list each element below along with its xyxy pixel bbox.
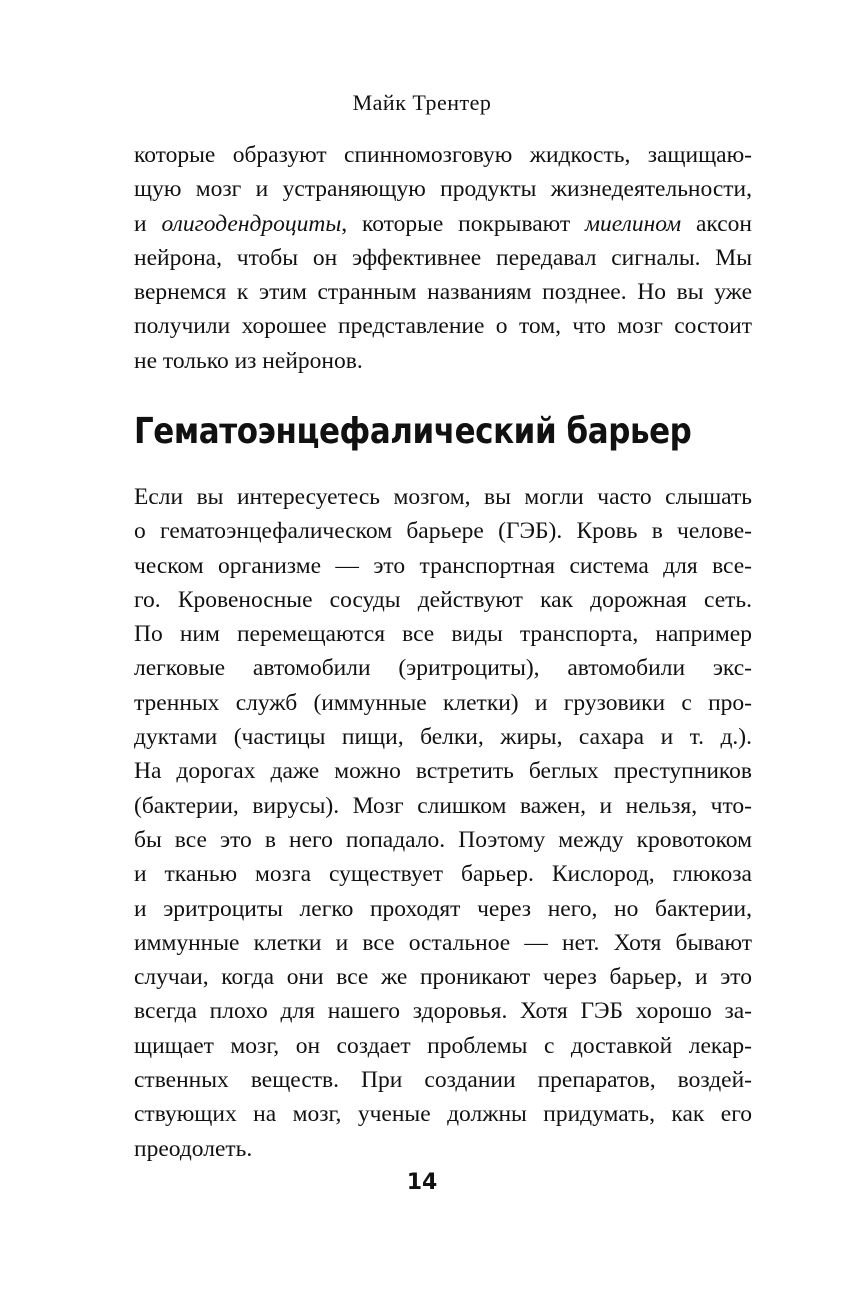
text-line: и эритроциты легко проходят через него, но бактерии,: [134, 895, 752, 922]
text-line: щищает мозг, он создает проблемы с доставкой лекар-: [134, 1032, 752, 1059]
text-line: случаи, когда они все же проникают через барьер, и это: [134, 964, 752, 991]
text-line: Если вы интересуетесь мозгом, вы могли часто слышать: [134, 484, 752, 510]
text-line: и тканью мозга существует барьер. Кислород, глюкоза: [134, 861, 752, 888]
running-head: Майк Трентер: [352, 90, 492, 115]
italic-term-oligodendrocytes: олигодендроциты: [161, 210, 342, 237]
text-line: всегда плохо для нашего здоровья. Хотя ГЭБ хорошо за-: [134, 998, 752, 1025]
text-line: По ним перемещаются все виды транспорта, например: [134, 621, 752, 648]
text-line: не только из нейронов.: [134, 347, 363, 374]
text-fragment: , которые покрывают: [341, 210, 586, 237]
text-line: нейрона, чтобы он эффективнее передавал сигналы. Мы: [134, 244, 752, 271]
text-line: тренных служб (иммунные клетки) и грузовики с про-: [134, 689, 752, 716]
text-line: На дорогах даже можно встретить беглых преступников: [134, 758, 752, 785]
paragraph-intro: [134, 138, 752, 378]
text-line: бы все это в него попадало. Поэтому между кровотоком: [134, 826, 752, 853]
text-line: иммунные клетки и все остальное — нет. Хотя бывают: [134, 929, 752, 956]
italic-term-myelin: миелином: [585, 210, 682, 237]
text-line: ствующих на мозг, ученые должны придумать, как его: [134, 1101, 752, 1128]
text-fragment: аксон: [681, 210, 752, 237]
text-line: го. Кровеносные сосуды действуют как дорожная сеть.: [134, 586, 752, 613]
text-line: легковые автомобили (эритроциты), автомобили экс-: [134, 655, 752, 682]
text-line-with-italics: [134, 207, 752, 241]
text-line: ческом организме — это транспортная система для все-: [134, 552, 752, 579]
text-line: о гематоэнцефалическом барьере (ГЭБ). Кровь в челове-: [134, 518, 752, 545]
text-line: получили хорошее представление о том, что мозг состоит: [134, 313, 752, 340]
text-line: дуктами (частицы пищи, белки, жиры, сахара и т. д.).: [134, 724, 752, 751]
text-line: щую мозг и устраняющую продукты жизнедеятельности,: [134, 176, 752, 203]
text-fragment: и: [134, 210, 162, 237]
text-line: которые образуют спинномозговую жидкость, защищаю-: [134, 142, 752, 168]
text-line: (бактерии, вирусы). Мозг слишком важен, и нельзя, что-: [134, 792, 752, 819]
page-number: 14: [406, 1170, 438, 1195]
section-heading: Гематоэнцефалический барьер: [134, 411, 692, 452]
text-line: ственных веществ. При создании препаратов, воздей-: [134, 1067, 752, 1094]
text-line: вернемся к этим странным названиям позднее. Но вы уже: [134, 279, 752, 306]
text-line: преодолеть.: [134, 1135, 253, 1162]
paragraph-bbb: [134, 480, 752, 1166]
